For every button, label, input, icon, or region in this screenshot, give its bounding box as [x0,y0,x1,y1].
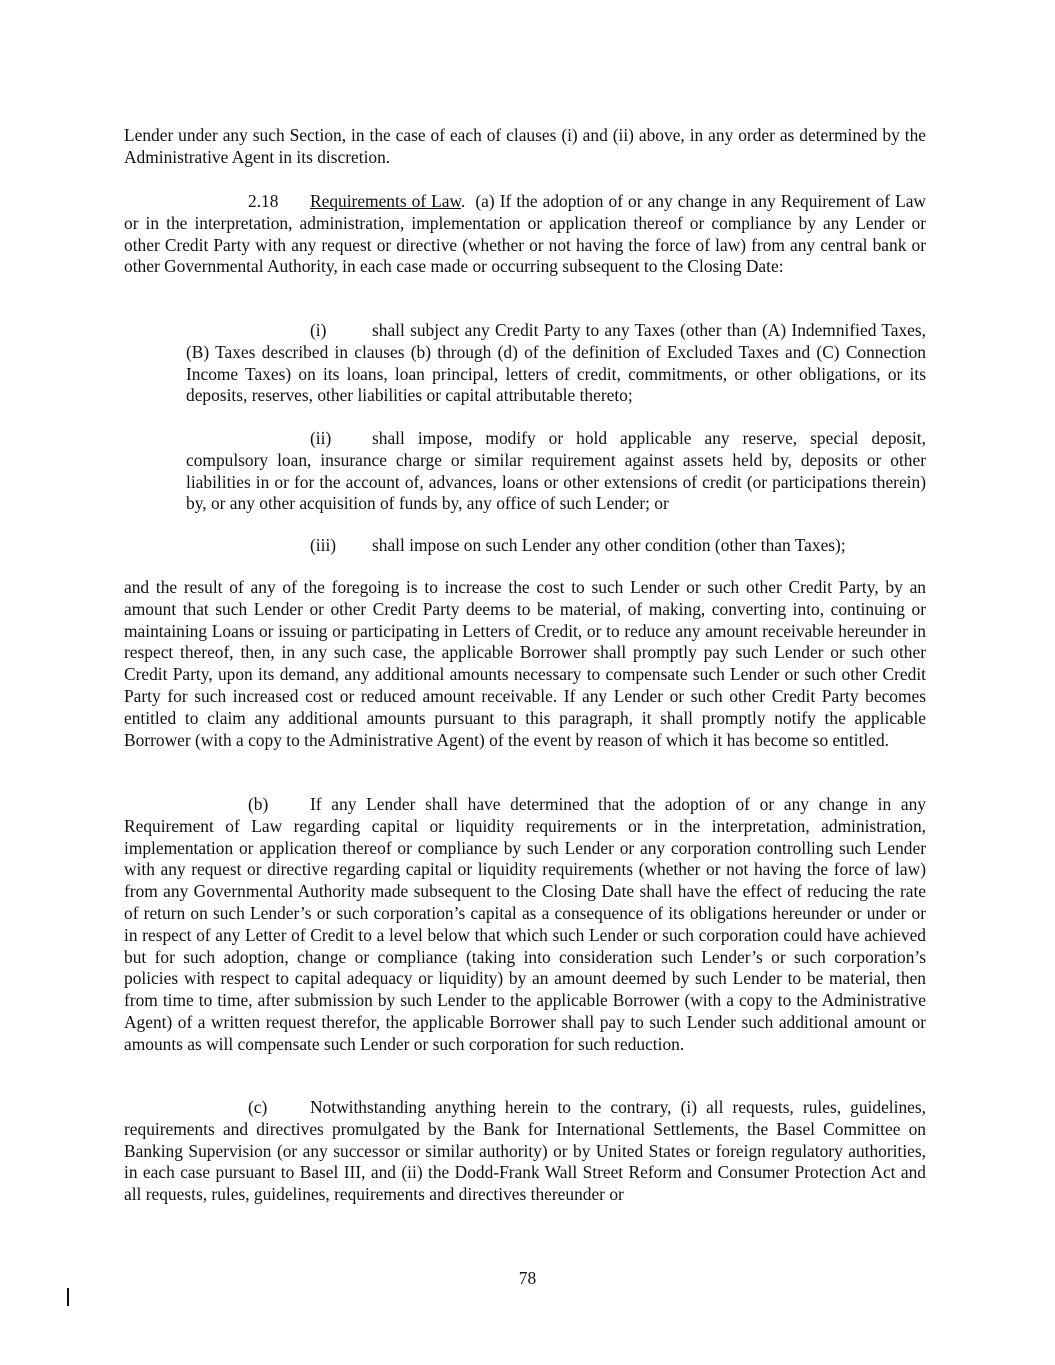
page-number: 78 [518,1268,537,1288]
subclause-iii-lead [310,535,372,557]
subclause-ii-text: shall impose, modify or hold applicable any reserve, special deposit, compulsory loan, insurance charge or similar requirement against assets held by, deposits or other liabilities in or for the account of, advances, loans or other extensions of credit (or participations therein) by, or any other acquisition of funds by, any office of such Lender; or [186,428,926,514]
revision-change-bar [67,1288,69,1306]
section-number-wrapper [248,191,310,213]
clause-a-text: (a) If the adoption of or any change in any Requirement of Law or in the interpretation, administration, implementation or application thereof or compliance by any Lender or other Credit Party with any request or directive (whether or not having the force of law) from any central bank or other Governmental Authority, in each case made or occurring subsequent to the Closing Date: [124,191,926,277]
subclause-iii-label: (iii) [310,535,337,555]
subclause-iii [186,535,926,557]
subclause-i-lead [310,320,372,342]
clause-c-label: (c) [248,1097,268,1117]
clause-c [124,1097,926,1206]
section-heading-suffix: . [460,191,466,211]
subclause-i-text: shall subject any Credit Party to any Taxes (other than (A) Indemnified Taxes, (B) Taxes described in clauses (b) through (d) of the definition of Excluded Taxes and (C) Connection Income Taxes) on its loans, loan principal, letters of credit, commitments, or other obligations, or its deposits, reserves, other liabilities or capital attributable thereto; [186,320,926,406]
clause-b [124,794,926,1056]
subclause-ii-label: (ii) [310,428,332,448]
subclause-i [186,320,926,407]
subclause-ii [186,428,926,515]
clause-c-text: Notwithstanding anything herein to the contrary, (i) all requests, rules, guidelines, requirements and directives promulgated by the Bank for International Settlements, the Basel Committee on Banking Supervision (or any successor or similar authority) or by United States or foreign regulatory authorities, in each case pursuant to Basel III, and (ii) the Dodd-Frank Wall Street Reform and Consumer Protection Act and all requests, rules, guidelines, requirements and directives thereunder or [124,1097,926,1205]
clause-b-text: If any Lender shall have determined that the adoption of or any change in any Requirement of Law regarding capital or liquidity requirements or in the interpretation, administration, implementation or application thereof or compliance by such Lender or any corporation controlling such Lender with any request or directive regarding capital or liquidity requirements (whether or not having the force of law) from any Governmental Authority made subsequent to the Closing Date shall have the effect of reducing the rate of return on such Lender’s or such corporation’s capital as a consequence of its obligations hereunder or under or in respect of any Letter of Credit to a level below that which such Lender or such corporation could have achieved but for such adoption, change or compliance (taking into consideration such Lender’s or such corporation’s policies with respect to capital adequacy or liquidity) by an amount deemed by such Lender to be material, then from time to time, after submission by such Lender to the applicable Borrower (with a copy to the Administrative Agent) of a written request therefor, the applicable Borrower shall pay to such Lender such additional amount or amounts as will compensate such Lender or such corporation for such reduction. [124,794,926,1054]
subclause-iii-text: shall impose on such Lender any other condition (other than Taxes); [372,535,846,555]
section-heading: Requirements of Law [310,191,461,211]
clause-b-lead [124,794,310,816]
section-number: 2.18 [248,191,279,211]
section-2-18-clause-a [124,191,926,278]
paragraph-result: and the result of any of the foregoing is to increase the cost to such Lender or such other Credit Party, by an amount that such Lender or other Credit Party deems to be material, of making, converting into, continuing or maintaining Loans or issuing or participating in Letters of Credit, or to reduce any amount receivable hereunder in respect thereof, then, in any such case, the applicable Borrower shall promptly pay such Lender or such other Credit Party, upon its demand, any additional amounts necessary to compensate such Lender or such other Credit Party for such increased cost or reduced amount receivable. If any Lender or such other Credit Party becomes entitled to claim any additional amounts pursuant to this paragraph, it shall promptly notify the applicable Borrower (with a copy to the Administrative Agent) of the event by reason of which it has become so entitled. [124,577,926,750]
paragraph-continuation: Lender under any such Section, in the case of each of clauses (i) and (ii) above, in any order as determined by the Administrative Agent in its discretion. [124,125,926,167]
clause-b-label: (b) [248,794,269,814]
subclause-ii-lead [310,428,372,450]
subclause-i-label: (i) [310,320,327,340]
clause-c-lead [124,1097,310,1119]
